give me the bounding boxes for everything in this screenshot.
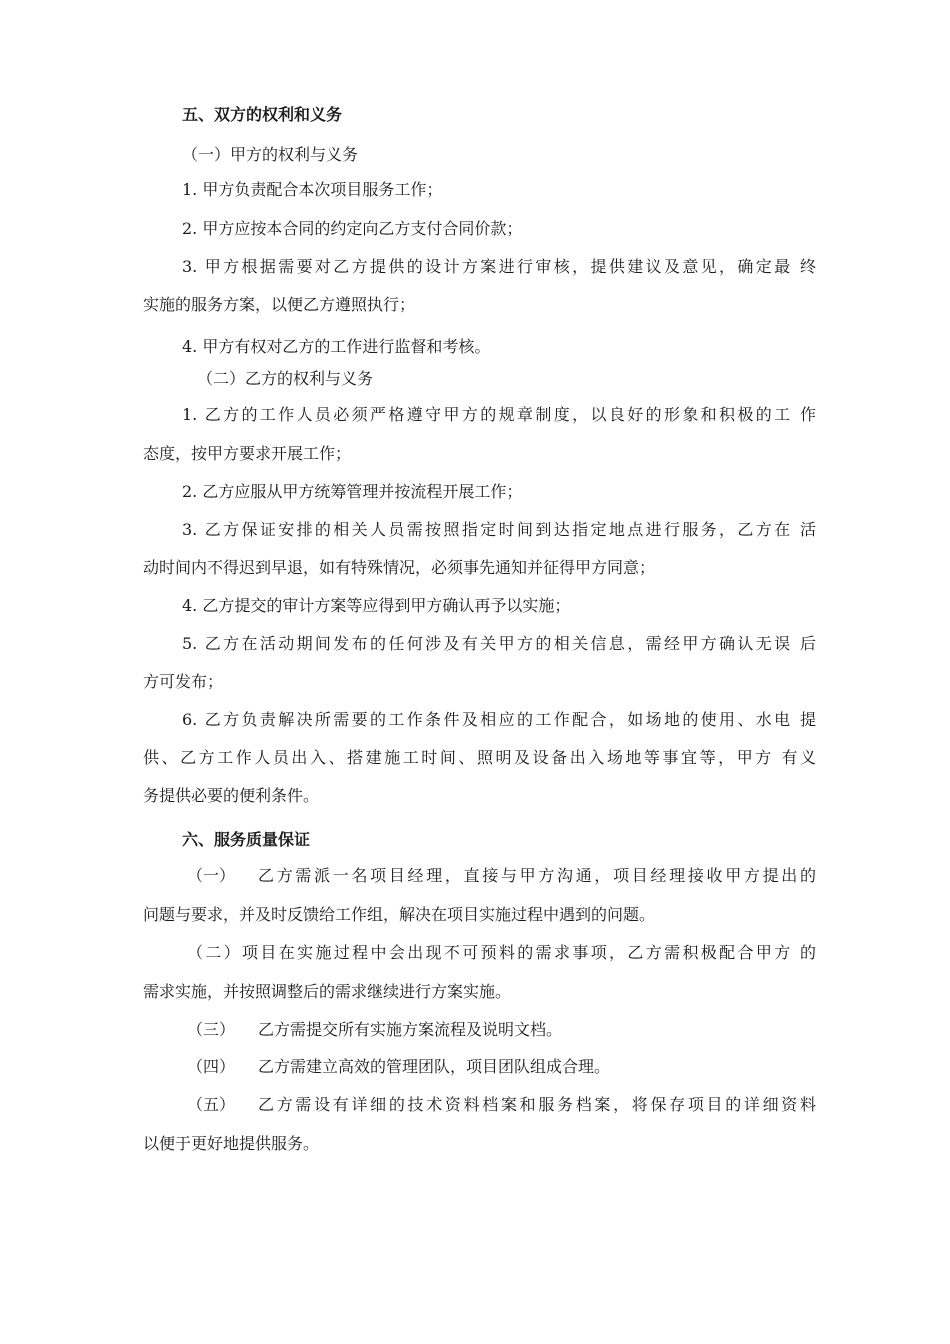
part-b-item-2: 2. 乙方应服从甲方统筹管理并按流程开展工作； (182, 482, 523, 501)
part-b-title: （二）乙方的权利与义务 (197, 369, 374, 388)
part-a-item-2: 2. 甲方应按本合同的约定向乙方支付合同价款； (182, 219, 523, 238)
part-a-item-3-line-1: 3. 甲方根据需要对乙方提供的设计方案进行审核，提供建议及意见，确定最 终 (182, 257, 816, 276)
part-b-item-6-line-2: 供、乙方工作人员出入、搭建施工时间、照明及设备出入场地等事宜等，甲方 有义 (143, 748, 816, 767)
part-b-item-6-line-3: 务提供必要的便利条件。 (143, 786, 320, 805)
clause-2-line-1: （二）项目在实施过程中会出现不可预料的需求事项，乙方需积极配合甲方 的 (187, 943, 816, 962)
part-b-item-3-line-2: 动时间内不得迟到早退，如有特殊情况，必须事先通知并征得甲方同意； (143, 558, 656, 577)
part-a-item-1: 1. 甲方负责配合本次项目服务工作； (182, 180, 443, 199)
clause-5-line-2: 以便于更好地提供服务。 (143, 1134, 320, 1153)
part-b-item-5-line-1: 5. 乙方在活动期间发布的任何涉及有关甲方的相关信息，需经甲方确认无误 后 (182, 634, 816, 653)
part-b-item-1-line-1: 1. 乙方的工作人员必须严格遵守甲方的规章制度，以良好的形象和积极的工 作 (182, 405, 816, 424)
clause-4-text: 乙方需建立高效的管理团队，项目团队组成合理。 (258, 1057, 611, 1076)
clause-1-number: （一） (187, 866, 236, 885)
part-a-item-4: 4. 甲方有权对乙方的工作进行监督和考核。 (182, 337, 491, 356)
clause-4-number: （四） (187, 1057, 236, 1076)
clause-1-line-2: 问题与要求，并及时反馈给工作组，解决在项目实施过程中遇到的问题。 (143, 905, 656, 924)
part-a-item-3-line-2: 实施的服务方案，以便乙方遵照执行； (143, 295, 416, 314)
part-a-title: （一）甲方的权利与义务 (182, 145, 359, 164)
part-b-item-4: 4. 乙方提交的审计方案等应得到甲方确认再予以实施； (182, 596, 571, 615)
clause-3-number: （三） (187, 1020, 236, 1039)
clause-2-line-2: 需求实施，并按照调整后的需求继续进行方案实施。 (143, 982, 512, 1001)
clause-5-line-1: 乙方需设有详细的技术资料档案和服务档案，将保存项目的详细资料 (258, 1095, 816, 1114)
section-5-title: 五、双方的权利和义务 (182, 105, 343, 124)
section-6-title: 六、服务质量保证 (182, 830, 311, 849)
part-b-item-3-line-1: 3. 乙方保证安排的相关人员需按照指定时间到达指定地点进行服务，乙方在 活 (182, 520, 816, 539)
clause-1-line-1: 乙方需派一名项目经理，直接与甲方沟通，项目经理接收甲方提出的 (258, 866, 816, 885)
part-b-item-5-line-2: 方可发布； (143, 672, 224, 691)
part-b-item-6-line-1: 6. 乙方负责解决所需要的工作条件及相应的工作配合，如场地的使用、水电 提 (182, 710, 816, 729)
clause-5-number: （五） (187, 1095, 236, 1114)
part-b-item-1-line-2: 态度，按甲方要求开展工作； (143, 444, 352, 463)
clause-3-text: 乙方需提交所有实施方案流程及说明文档。 (258, 1020, 563, 1039)
